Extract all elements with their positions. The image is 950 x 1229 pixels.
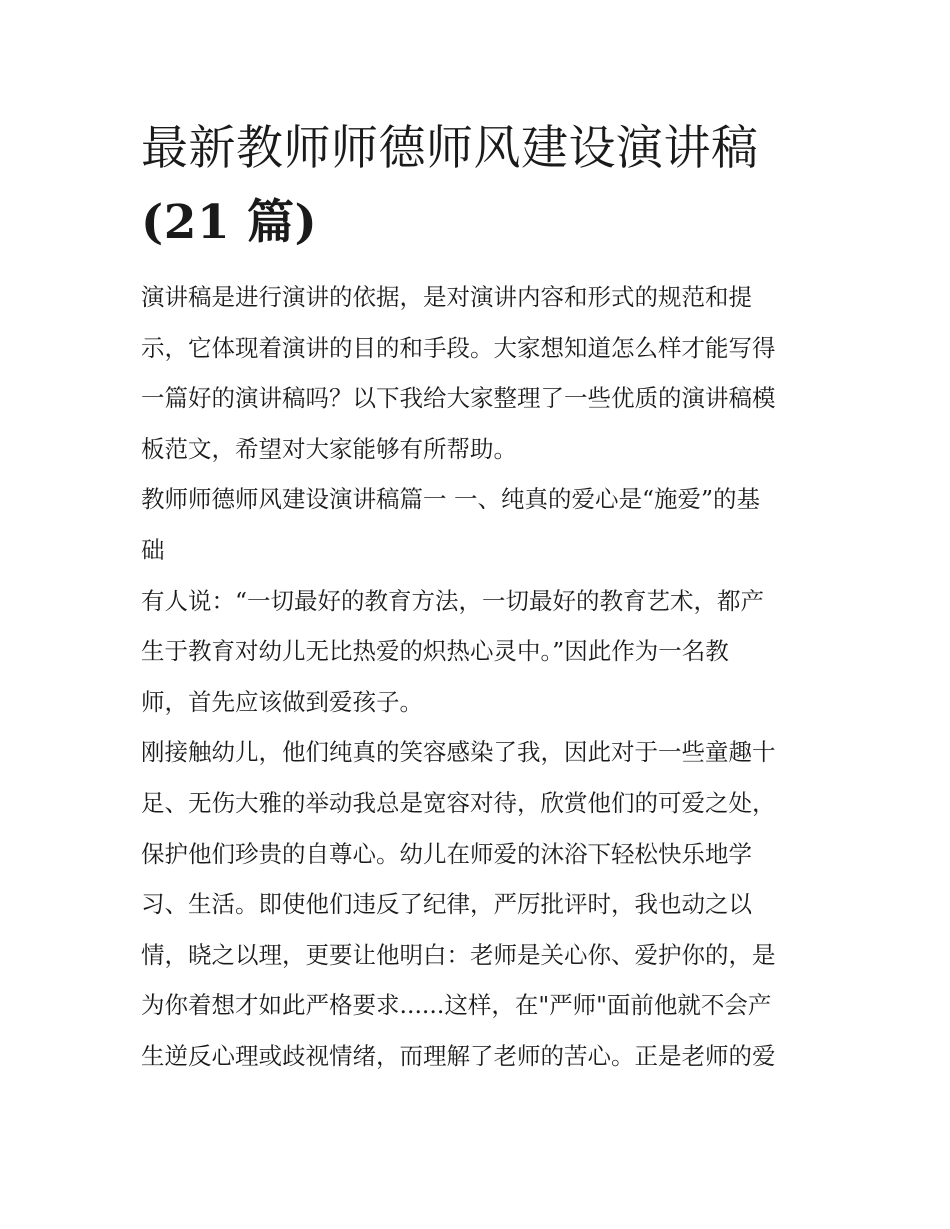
paragraph-intro — [141, 272, 816, 474]
text-line: 一篇好的演讲稿吗？以下我给大家整理了一些优质的演讲稿模 — [141, 384, 776, 413]
text-line: 演讲稿是进行演讲的依据，是对演讲内容和形式的规范和提 — [141, 283, 752, 311]
text-line: 保护他们珍贵的自尊心。幼儿在师爱的沐浴下轻松快乐地学 — [141, 839, 752, 868]
text-line: 示，它体现着演讲的目的和手段。大家想知道怎么样才能写得 — [141, 333, 776, 362]
paragraph-experience — [141, 727, 816, 1081]
document-title — [141, 112, 816, 260]
document-page — [141, 112, 816, 1082]
text-line: 生于教育对幼儿无比热爱的炽热心灵中。”因此作为一名教 — [141, 637, 729, 666]
text-line: 有人说：“一切最好的教育方法，一切最好的教育艺术，都产 — [141, 586, 765, 615]
text-line: 师，首先应该做到爱孩子。 — [141, 687, 423, 716]
text-line: 刚接触幼儿，他们纯真的笑容感染了我，因此对于一些童趣十 — [141, 738, 776, 767]
paragraph-quote — [141, 576, 816, 728]
title-line-2: (21 篇) — [141, 195, 318, 250]
text-line: 板范文，希望对大家能够有所帮助。 — [141, 434, 517, 463]
text-line: 为你着想才如此严格要求......这样，在"严师"面前他就不会产 — [141, 991, 772, 1020]
paragraph-section-heading — [141, 474, 816, 575]
text-line: 习、生活。即使他们违反了纪律，严厉批评时，我也动之以 — [141, 890, 752, 919]
text-line: 教师师德师风建设演讲稿篇一 一、纯真的爱心是“施爱”的基 — [141, 485, 760, 514]
text-line: 足、无伤大雅的举动我总是宽容对待，欣赏他们的可爱之处， — [141, 788, 776, 817]
title-line-1: 最新教师师德师风建设演讲稿 — [141, 121, 759, 176]
text-line: 生逆反心理或歧视情绪，而理解了老师的苦心。正是老师的爱 — [141, 1041, 776, 1070]
text-line: 情，晓之以理，更要让他明白：老师是关心你、爱护你的，是 — [141, 940, 776, 969]
text-line: 础 — [141, 535, 165, 564]
document-body — [141, 272, 816, 1082]
